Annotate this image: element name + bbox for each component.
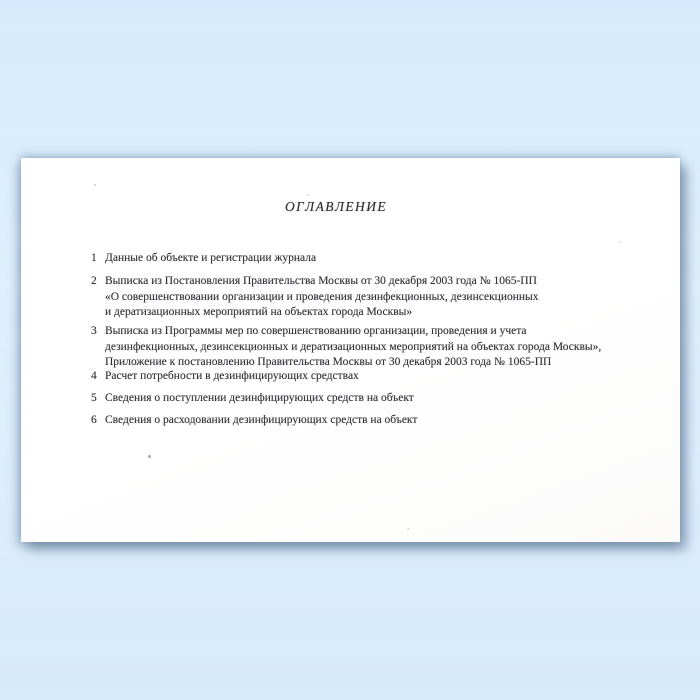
toc-item-number: 1 xyxy=(91,252,97,264)
toc-item xyxy=(91,274,539,321)
toc-item-text xyxy=(105,274,539,321)
scan-speck xyxy=(618,241,621,243)
toc-item-line: «О совершенствовании организации и проведения дезинфекционных, дезинсекционных xyxy=(105,290,539,303)
toc-item-number: 5 xyxy=(91,392,97,404)
toc-item-line: Сведения о расходовании дезинфицирующих средств на объект xyxy=(105,414,418,426)
toc-item-text xyxy=(105,369,359,385)
toc-item-text xyxy=(105,413,417,429)
document-page xyxy=(21,158,680,542)
toc-item-line: и дератизационных мероприятий на объектах города Москвы» xyxy=(105,306,413,318)
toc-item-number: 2 xyxy=(91,275,97,287)
toc-item-line: Данные об объекте и регистрации журнала xyxy=(105,252,317,264)
toc-item xyxy=(91,391,414,407)
toc-item-line: дезинфекционных, дезинсекционных и дератизационных мероприятий на объектах города Москвы», xyxy=(105,340,602,353)
toc-item xyxy=(91,413,417,429)
toc-item-text xyxy=(105,391,414,407)
toc-item-text xyxy=(105,251,316,267)
page-title: ОГЛАВЛЕНИЕ xyxy=(284,199,388,214)
scan-speck xyxy=(148,455,151,458)
toc-item-line: Приложение к постановлению Правительства Москвы от 30 декабря 2003 года № 1065-ПП xyxy=(105,356,552,368)
toc-item-number: 4 xyxy=(91,370,97,382)
toc-item-line: Расчет потребности в дезинфицирующих средствах xyxy=(105,370,359,382)
toc-item xyxy=(91,251,316,267)
toc-item xyxy=(91,369,359,385)
toc-item-line: Сведения о поступлении дезинфицирующих средств на объект xyxy=(105,392,414,404)
toc-item-number: 3 xyxy=(91,325,97,337)
toc-item-line: Выписка из Программы мер по совершенствованию организации, проведения и учета xyxy=(105,325,527,337)
scan-speck xyxy=(307,194,309,196)
scan-speck xyxy=(407,528,410,530)
scan-speck xyxy=(94,184,96,186)
toc-item xyxy=(91,324,601,371)
toc-item-number: 6 xyxy=(91,414,97,426)
toc-item-text xyxy=(105,324,601,371)
toc-item-line: Выписка из Постановления Правительства Москвы от 30 декабря 2003 года № 1065-ПП xyxy=(105,275,537,287)
